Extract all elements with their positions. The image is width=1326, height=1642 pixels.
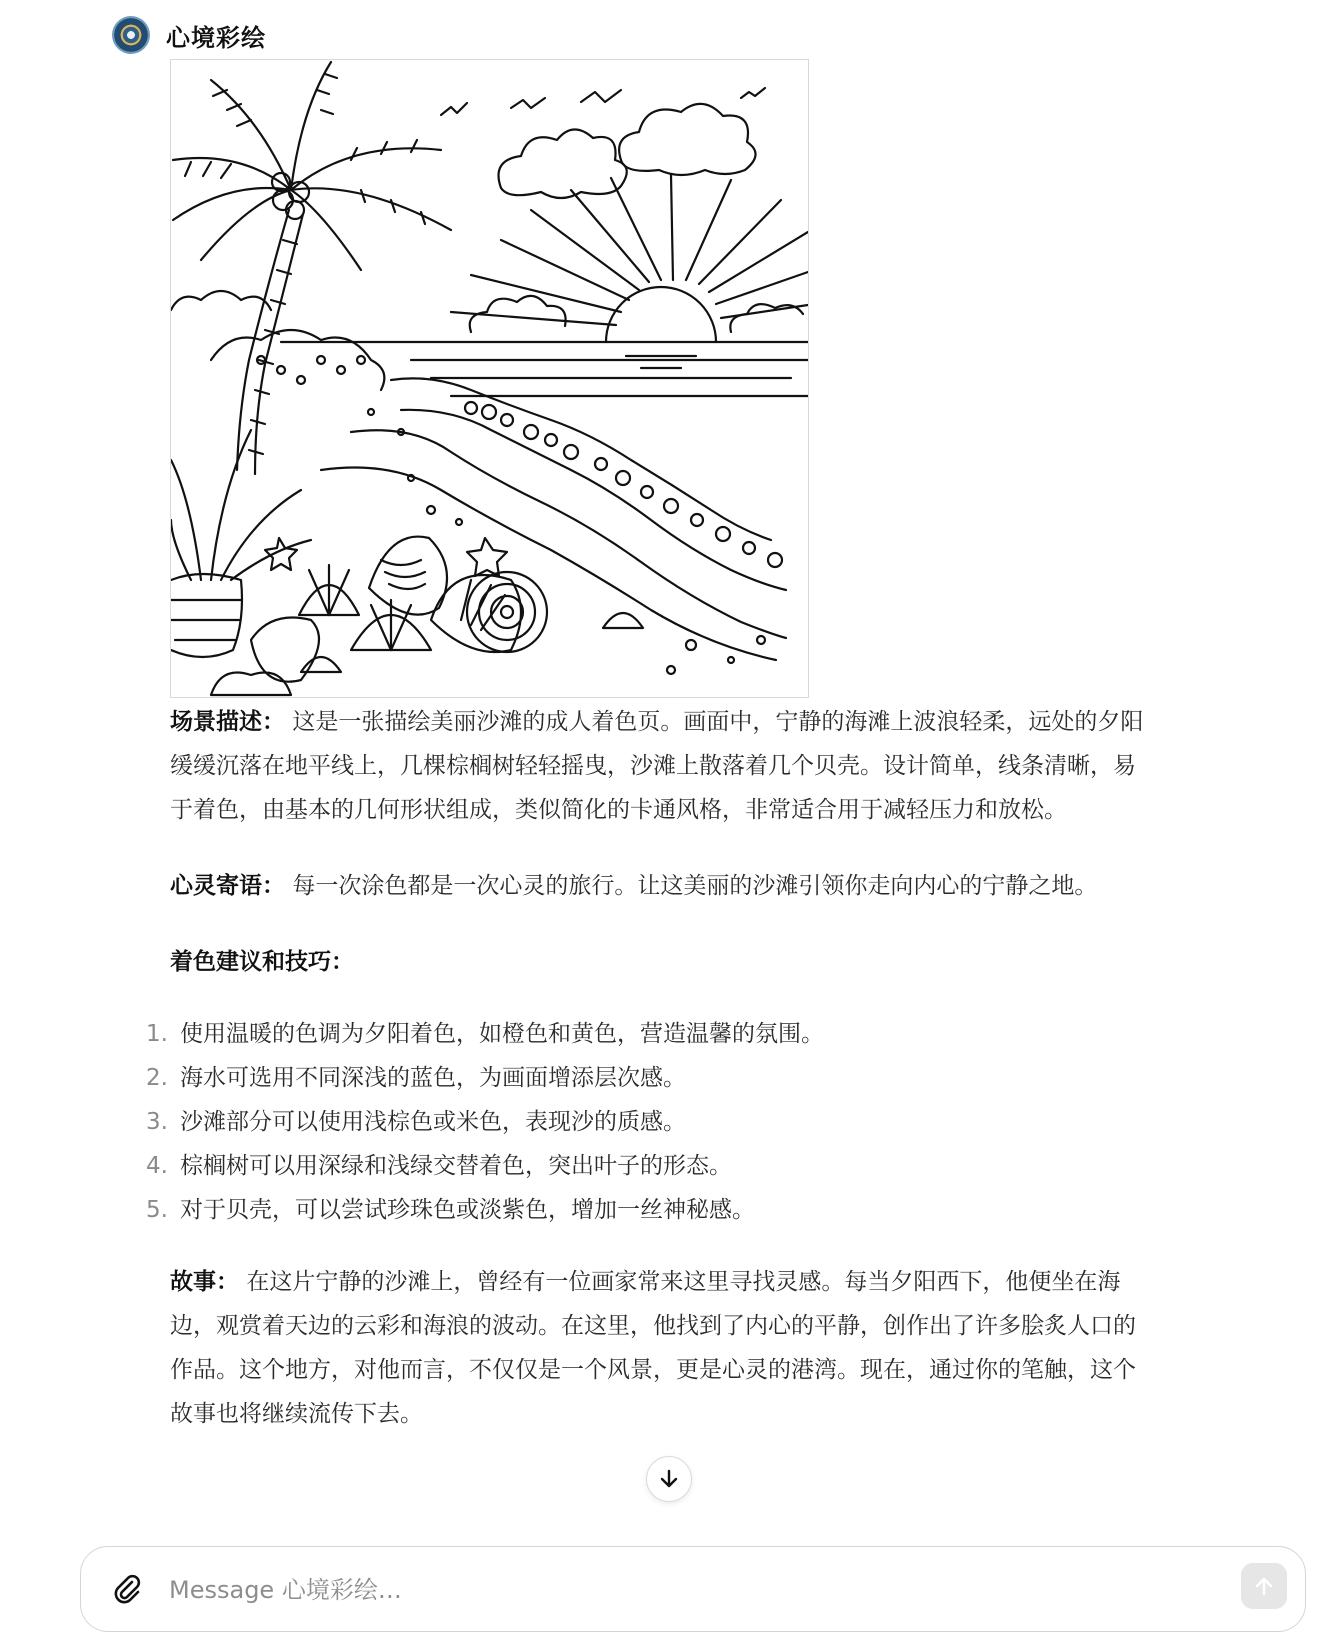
- list-number: 1.: [146, 1021, 168, 1047]
- list-text: 沙滩部分可以使用浅棕色或米色，表现沙的质感。: [180, 1109, 686, 1135]
- list-number: 3.: [146, 1109, 168, 1135]
- list-text: 海水可选用不同深浅的蓝色，为画面增添层次感。: [180, 1065, 686, 1091]
- list-item: [146, 1012, 1128, 1056]
- scene-label: 场景描述：: [170, 709, 285, 735]
- bot-avatar[interactable]: [112, 16, 150, 54]
- list-number: 2.: [146, 1065, 168, 1091]
- list-item: [146, 1056, 1128, 1100]
- list-item: [146, 1100, 1128, 1144]
- list-text: 棕榈树可以用深绿和浅绿交替着色，突出叶子的形态。: [180, 1153, 732, 1179]
- coloring-page-image[interactable]: [170, 59, 809, 698]
- paperclip-icon: [111, 1573, 143, 1607]
- list-item: [146, 1144, 1128, 1188]
- list-text: 对于贝壳，可以尝试珍珠色或淡紫色，增加一丝神秘感。: [180, 1197, 755, 1223]
- list-text: 使用温暖的色调为夕阳着色，如橙色和黄色，营造温馨的氛围。: [180, 1021, 824, 1047]
- send-button[interactable]: [1241, 1563, 1287, 1609]
- scroll-to-bottom-button[interactable]: [646, 1456, 692, 1502]
- spirit-message: [170, 864, 1152, 908]
- arrow-up-icon: [1253, 1575, 1275, 1597]
- story-text: 在这片宁静的沙滩上，曾经有一位画家常来这里寻找灵感。每当夕阳西下，他便坐在海边，观赏着天边的云彩和海浪的波动。在这里，他找到了内心的平静，创作出了许多脍炙人口的作品。这个地方，对他而言，不仅仅是一个风景，更是心灵的港湾。现在，通过你的笔触，这个故事也将继续流传下去。: [170, 1269, 1136, 1427]
- beach-coloring-illustration: [171, 60, 808, 697]
- attach-button[interactable]: [111, 1573, 143, 1607]
- bot-name[interactable]: 心境彩绘: [166, 23, 266, 52]
- message-content: [146, 700, 1152, 1436]
- message-header: [112, 16, 266, 54]
- message-input[interactable]: [167, 1567, 1171, 1613]
- spirit-text: 每一次涂色都是一次心灵的旅行。让这美丽的沙滩引领你走向内心的宁静之地。: [292, 873, 1098, 899]
- story-label: 故事：: [170, 1269, 239, 1295]
- spirit-label: 心灵寄语：: [170, 873, 285, 899]
- scene-text: 这是一张描绘美丽沙滩的成人着色页。画面中，宁静的海滩上波浪轻柔，远处的夕阳缓缓沉落在地平线上，几棵棕榈树轻轻摇曳，沙滩上散落着几个贝壳。设计简单，线条清晰，易于着色，由基本的几何形状组成，类似简化的卡通风格，非常适合用于减轻压力和放松。: [170, 709, 1144, 823]
- list-number: 4.: [146, 1153, 168, 1179]
- tips-list: [146, 1012, 1152, 1232]
- story: [170, 1260, 1152, 1436]
- tips-heading: 着色建议和技巧：: [170, 949, 354, 975]
- list-number: 5.: [146, 1197, 168, 1223]
- list-item: [146, 1188, 1128, 1232]
- scene-description: [170, 700, 1152, 832]
- arrow-down-icon: [658, 1468, 680, 1490]
- message-composer: [80, 1546, 1306, 1632]
